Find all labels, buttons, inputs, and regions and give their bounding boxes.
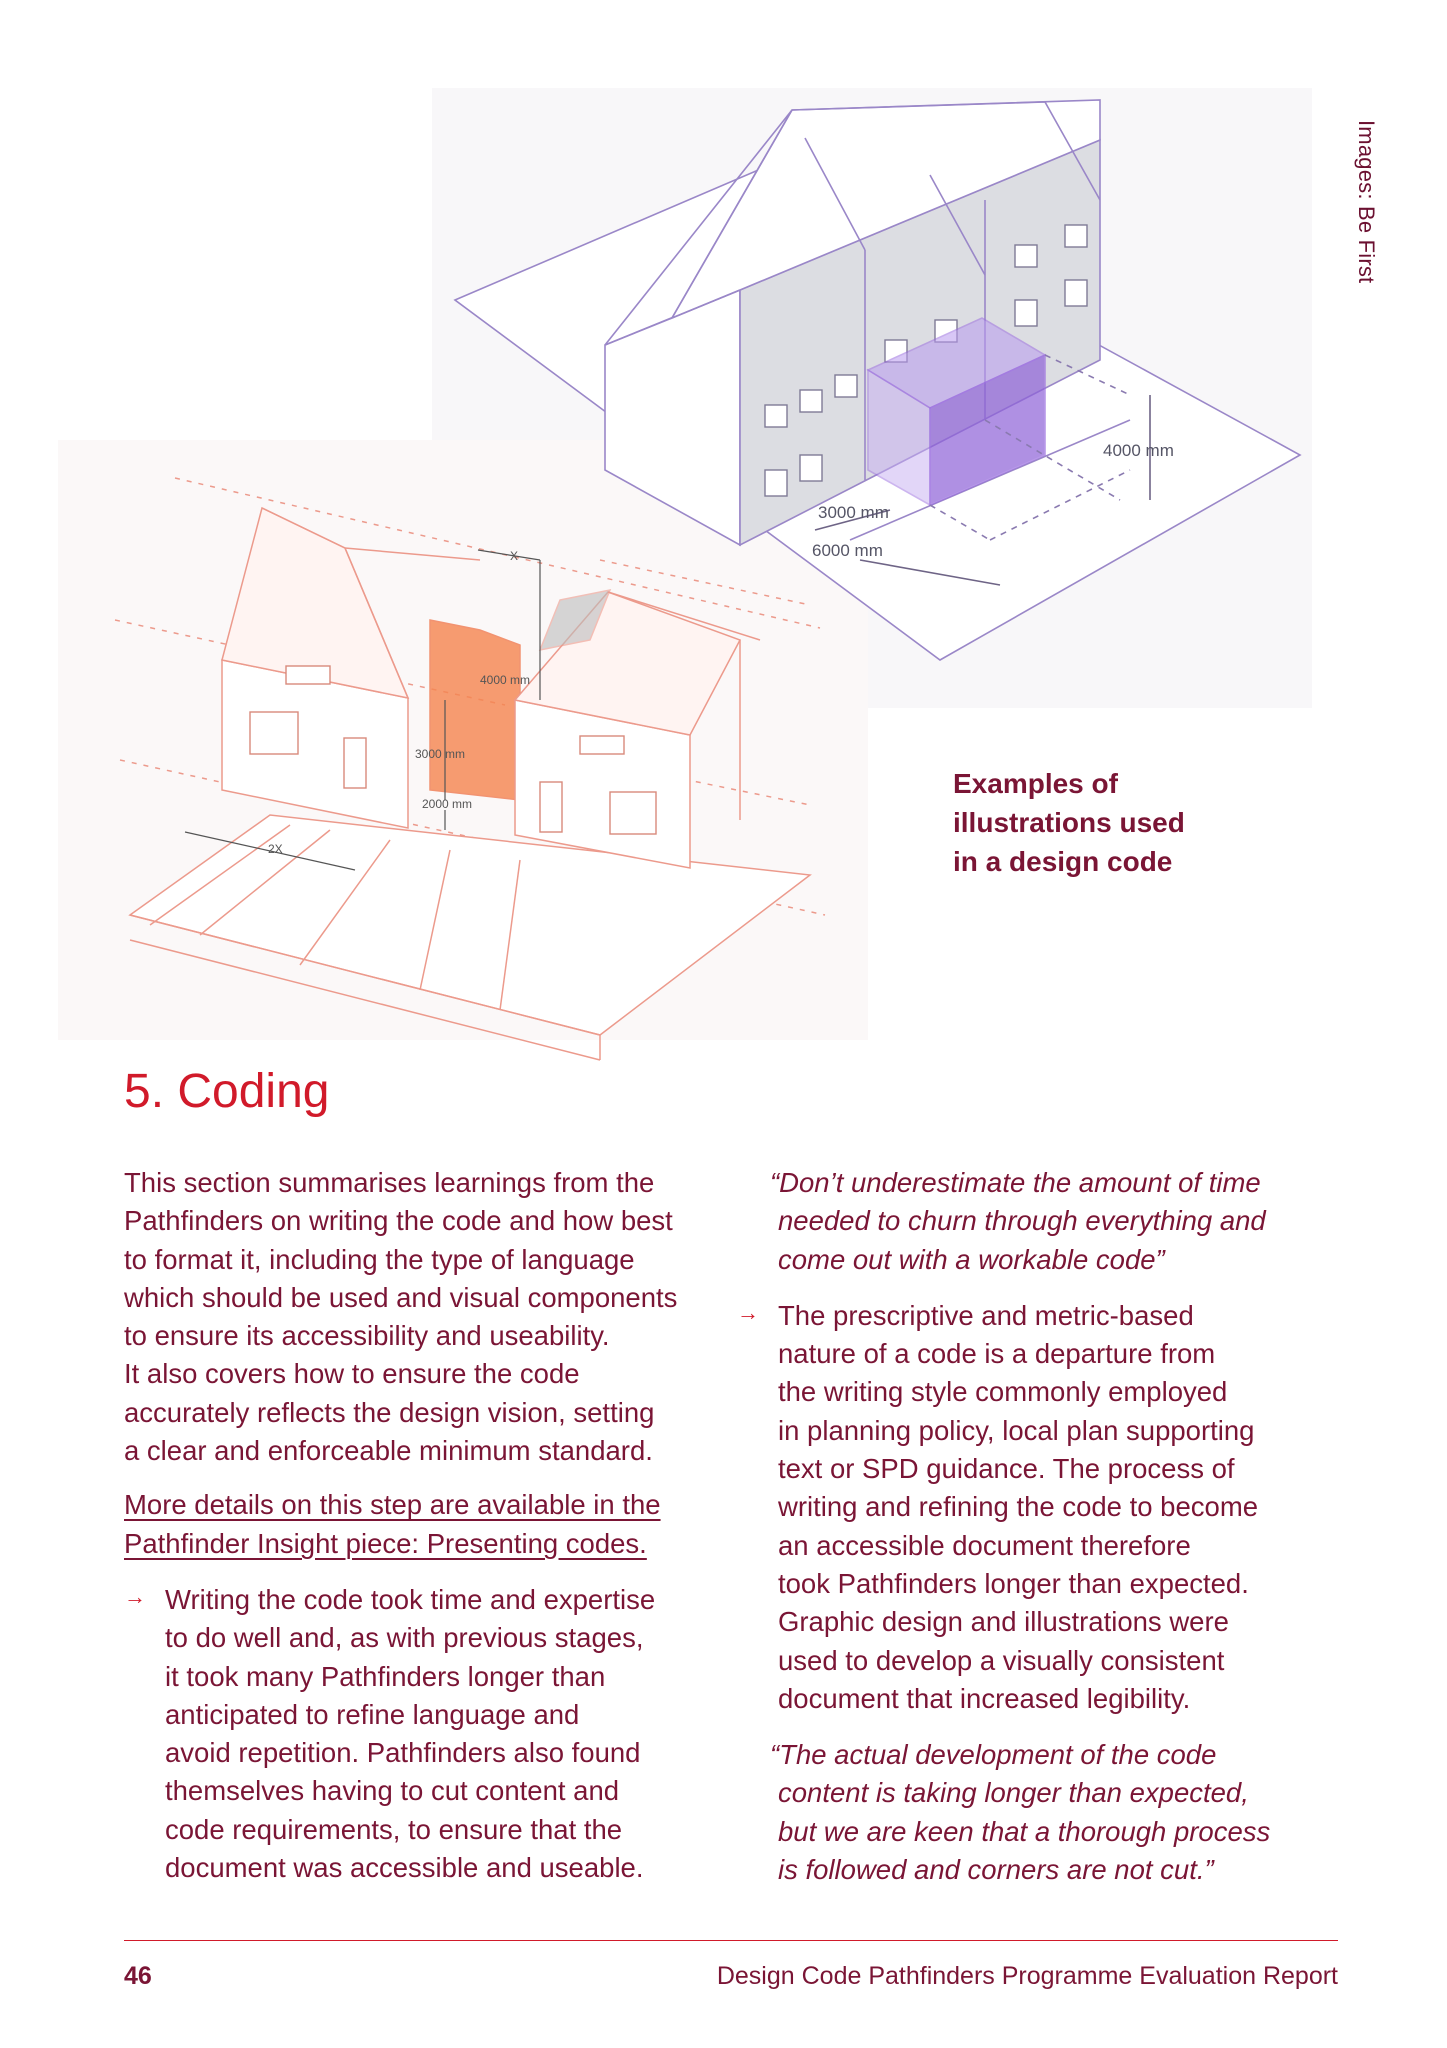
arrow-right-icon: →	[737, 1299, 759, 1325]
caption-line: in a design code	[953, 846, 1173, 877]
presenting-codes-link[interactable]: More details on this step are available in the Pathfinder Insight piece: Presenting codes.	[124, 1489, 661, 1559]
image-credit: Images: Be First	[1354, 120, 1379, 284]
caption-line: illustrations used	[953, 807, 1185, 838]
report-title: Design Code Pathfinders Programme Evaluation Report	[716, 1962, 1338, 1990]
bullet-writing-code: → Writing the code took time and expertise to do well and, as with previous stages, it took many Pathfinders longer than anticipated to refine language and avoid repetition. Pathfinders also found themselves having to cut content and code requirements, to ensure that the document was accessible and useable.	[124, 1583, 656, 1884]
dim-label-2x: 2X	[268, 842, 283, 856]
intro-paragraph: This section summarises learnings from the Pathfinders on writing the code and how best to format it, including the type of language which should be used and visual components to ensure its accessibility and useability. It also covers how to ensure the code accurately reflects the design vision, setting a clear and enforceable minimum standard.	[124, 1167, 678, 1467]
dim-label-2000-bottom: 2000 mm	[422, 797, 473, 811]
right-column	[737, 1164, 1338, 1889]
caption-line: Examples of	[953, 768, 1118, 799]
dim-label-3000-top: 3000 mm	[818, 503, 889, 522]
section-title: 5. Coding	[124, 1065, 330, 1118]
illustration-caption	[953, 764, 1253, 881]
terrace-house-illustration	[455, 100, 1300, 660]
semi-detached-illustration	[115, 478, 825, 1060]
footer-rule	[124, 1940, 1338, 1941]
dim-label-6000-top: 6000 mm	[812, 541, 883, 560]
dim-label-4000-bottom: 4000 mm	[480, 673, 531, 687]
dim-label-3000-bottom: 3000 mm	[415, 747, 466, 761]
quote-time: “Don’t underestimate the amount of time needed to churn through everything and come out with a workable code”	[770, 1167, 1266, 1275]
arrow-right-icon: →	[124, 1583, 146, 1609]
bullet-prescriptive: → The prescriptive and metric-based nature of a code is a departure from the writing style commonly employed in planning policy, local plan supporting text or SPD guidance. The process of writing and refining the code to become an accessible document therefore took Pathfinders longer than expected. Graphic design and illustrations were used to develop a visually consistent document that increased legibility.	[737, 1299, 1259, 1714]
page-number: 46	[124, 1962, 152, 1990]
left-column	[124, 1164, 724, 1887]
dim-label-4000-top: 4000 mm	[1103, 441, 1174, 460]
quote-development: “The actual development of the code content is taking longer than expected, but we are keen that a thorough process is followed and corners are not cut.”	[770, 1739, 1271, 1886]
dim-label-x: X	[510, 549, 519, 563]
